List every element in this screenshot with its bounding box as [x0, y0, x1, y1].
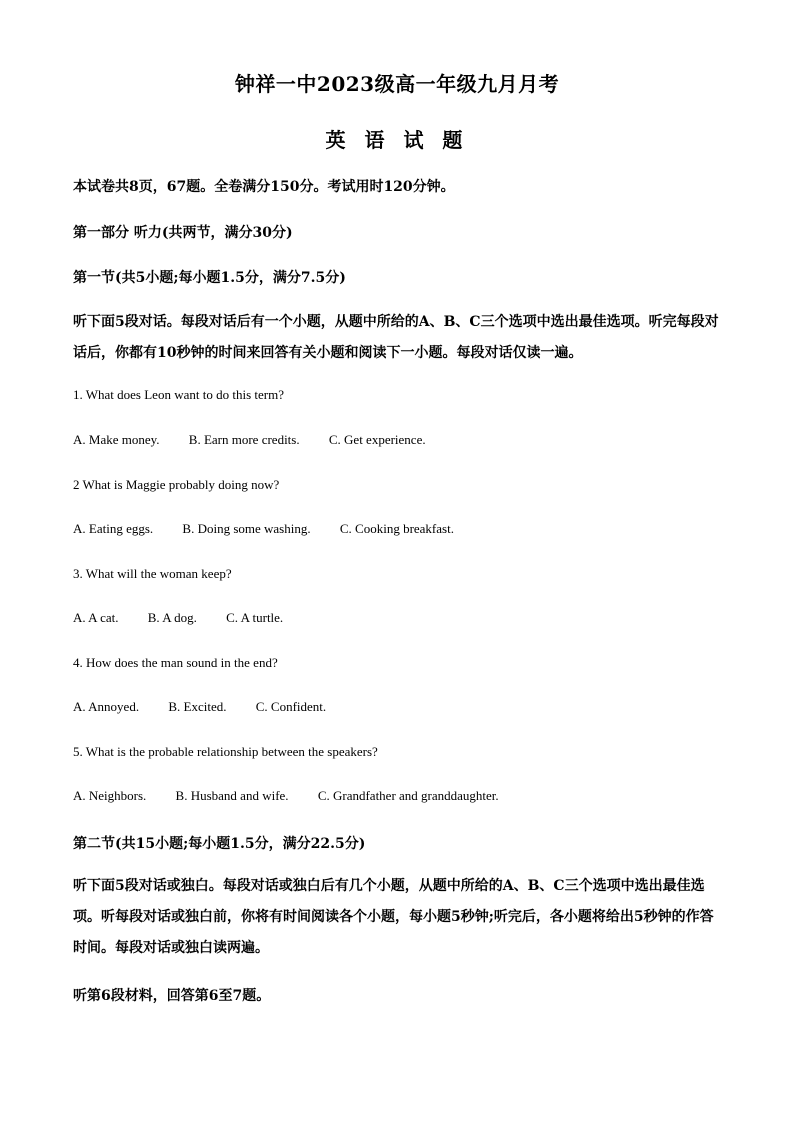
question-5-stem: 5. What is the probable relationship between the speakers? — [73, 744, 378, 759]
subject-title: 英 语 试 题 — [325, 128, 469, 152]
option-c: C. A turtle. — [226, 610, 284, 625]
option-b: B. Excited. — [168, 699, 227, 714]
question-4-options — [73, 699, 352, 715]
question-3-options — [73, 610, 309, 626]
option-a: A. Annoyed. — [73, 699, 140, 714]
material-note: 听第6段材料，回答第6至7题。 — [73, 988, 271, 1004]
option-b: B. Earn more credits. — [188, 432, 300, 447]
option-c: C. Confident. — [255, 699, 327, 714]
part1-title: 第一部分 听力(共两节，满分30分) — [73, 225, 293, 241]
option-b: B. A dog. — [147, 610, 197, 625]
option-b: B. Husband and wife. — [175, 788, 289, 803]
question-1-options — [73, 432, 452, 448]
question-4-stem: 4. How does the man sound in the end? — [73, 655, 278, 670]
section2-title: 第二节(共15小题;每小题1.5分，满分22.5分) — [73, 836, 366, 852]
section2-instructions: 听下面5段对话或独白。每段对话或独白后有几个小题，从题中所给的A、B、C三个选项中选出最佳选项。听每段对话或独白前，你将有时间阅读各个小题，每小题5秒钟;听完后，各小题将给出5秒钟的作答时间。每段对话或独白读两遍。 — [73, 878, 714, 956]
option-a: A. Eating eggs. — [73, 521, 154, 536]
question-3-stem: 3. What will the woman keep? — [73, 566, 232, 581]
question-2-stem: 2 What is Maggie probably doing now? — [73, 477, 280, 492]
option-b: B. Doing some washing. — [182, 521, 311, 536]
question-5-options — [73, 788, 525, 804]
exam-title: 钟祥一中2023级高一年级九月月考 — [234, 72, 560, 96]
question-2-options — [73, 521, 480, 537]
exam-intro: 本试卷共8页，67题。全卷满分150分。考试用时120分钟。 — [73, 179, 455, 195]
option-a: A. Make money. — [73, 432, 160, 447]
option-c: C. Grandfather and granddaughter. — [317, 788, 499, 803]
option-a: A. A cat. — [73, 610, 119, 625]
option-c: C. Get experience. — [328, 432, 426, 447]
question-1-stem: 1. What does Leon want to do this term? — [73, 387, 284, 402]
option-a: A. Neighbors. — [73, 788, 147, 803]
section1-instructions: 听下面5段对话。每段对话后有一个小题，从题中所给的A、B、C三个选项中选出最佳选项。听完每段对话后，你都有10秒钟的时间来回答有关小题和阅读下一小题。每段对话仅读一遍。 — [73, 314, 719, 361]
option-c: C. Cooking breakfast. — [339, 521, 454, 536]
section1-title: 第一节(共5小题;每小题1.5分，满分7.5分) — [73, 270, 346, 286]
